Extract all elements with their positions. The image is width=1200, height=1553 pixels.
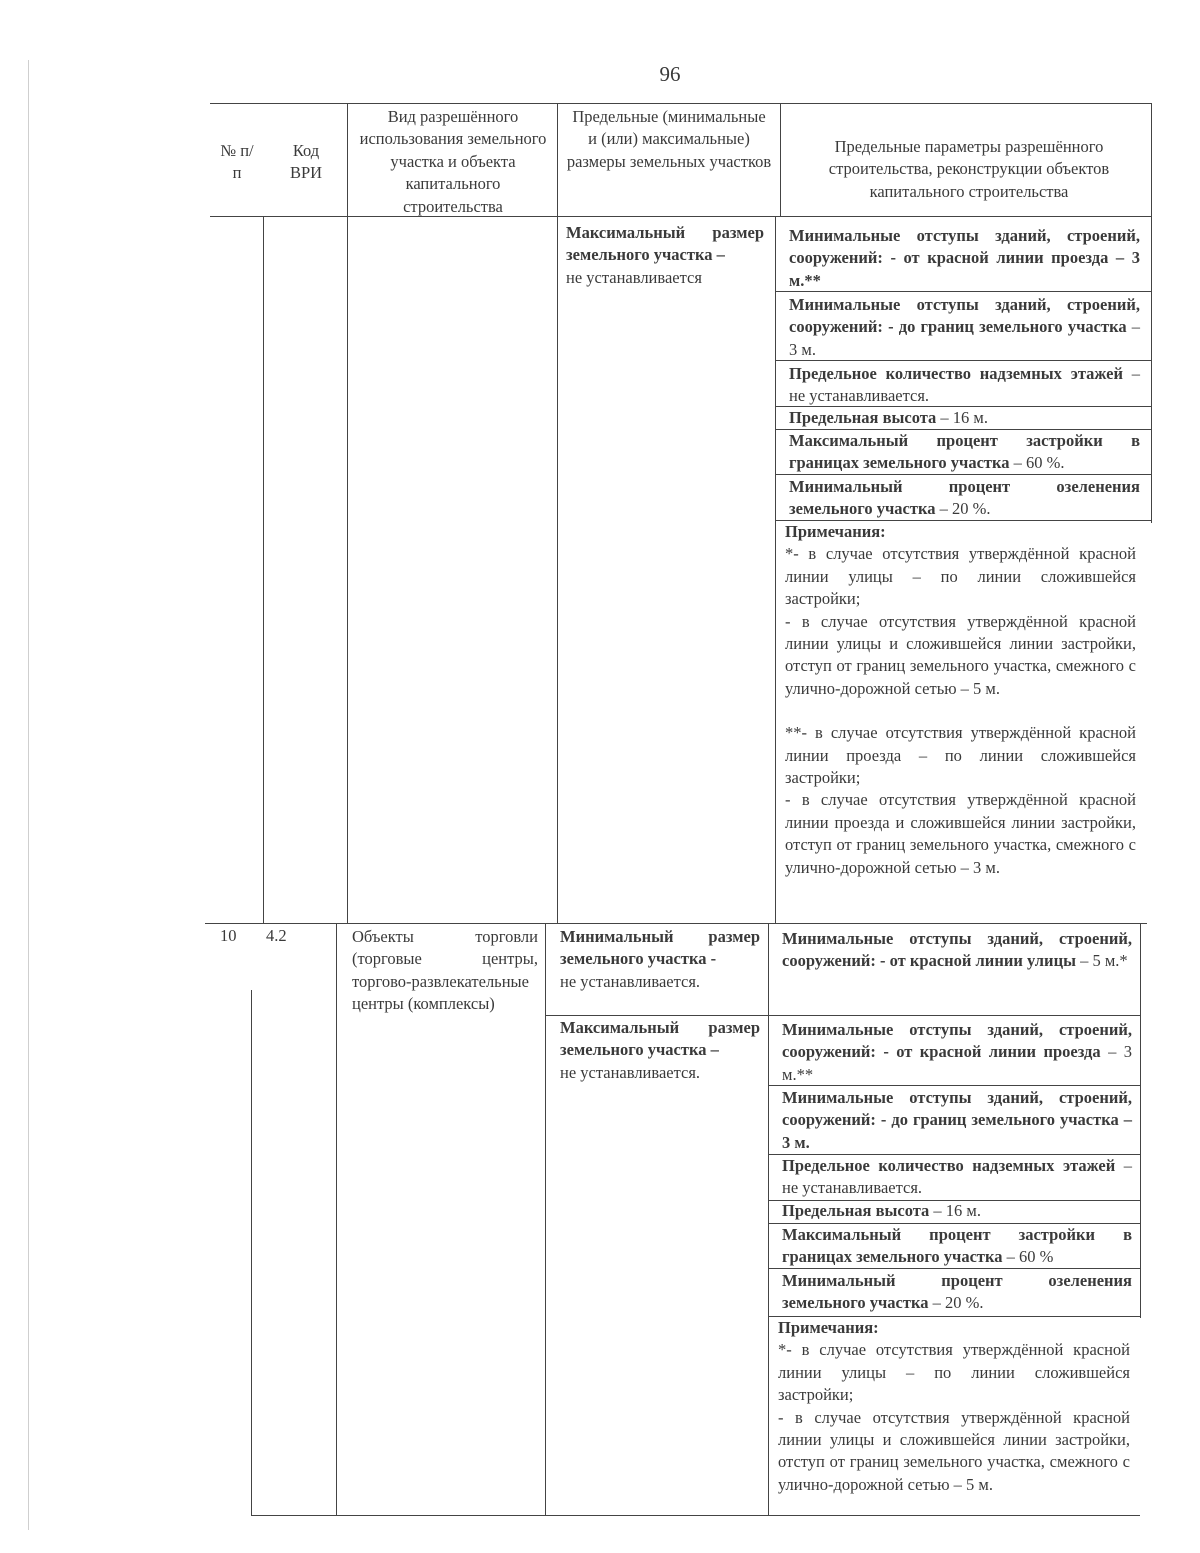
- param-bold: Предельная высота: [782, 1201, 930, 1220]
- param-bold: Минимальные отступы зданий, строений, сооружений: - от красной линии проезда: [782, 1020, 1132, 1062]
- param-bold: Минимальные отступы зданий, строений, сооружений: - от красной линии проезда – 3 м.**: [789, 226, 1140, 290]
- note: **- в случае отсутствия утверждённой красной линии проезда – по линии сложившейся застройки;: [785, 723, 1136, 788]
- block1-param-1: [789, 225, 1140, 292]
- block1-param-4: [789, 407, 1140, 429]
- table-bottom-border: [252, 1515, 1140, 1516]
- col-line-4b: [775, 216, 776, 924]
- param-text: – 60 %: [1002, 1247, 1054, 1267]
- notes-title: Примечания:: [785, 522, 886, 541]
- col-line-5: [1151, 103, 1152, 523]
- size-max-title: Максимальный размер земельного участка –: [560, 1018, 760, 1060]
- scan-margin-mark: [28, 60, 29, 1530]
- size-min-title: Минимальный размер земельного участка -: [560, 927, 760, 969]
- param-bold: Минимальные отступы зданий, строений, сооружений: - до границ земельного участка – 3 м.: [782, 1088, 1132, 1152]
- col-line-1b: [251, 990, 252, 1516]
- block2-param-5: [782, 1200, 1132, 1222]
- row-use-type: Объекты торговли (торговые центры, торгово-развлекательные центры (комплексы): [352, 927, 538, 1014]
- param-bold: Предельное количество надземных этажей: [789, 364, 1123, 383]
- note: *- в случае отсутствия утверждённой красной линии улицы – по линии сложившейся застройки;: [778, 1340, 1130, 1405]
- block2-param-6: [782, 1224, 1132, 1269]
- param-bold: Минимальные отступы зданий, строений, сооружений: - до границ земельного участка: [789, 295, 1140, 337]
- block2-size-min: [560, 926, 760, 993]
- block2-notes: [778, 1317, 1130, 1496]
- block2-param-3: [782, 1087, 1132, 1154]
- page-number: 96: [659, 62, 681, 86]
- header-plot-size: Предельные (минимальные и (или) максимальные) размеры земельных участков: [566, 107, 772, 171]
- block1-notes: [785, 521, 1136, 879]
- param-bold: Максимальный процент застройки в границах земельного участка: [782, 1225, 1132, 1267]
- header-code: Код ВРИ: [289, 141, 323, 183]
- param-divider: [768, 1015, 1140, 1016]
- block1-param-6: [789, 476, 1140, 521]
- note: - в случае отсутствия утверждённой красной линии улицы и сложившейся линии застройки, отступ от границ земельного участка, смежного с улично-дорожной сетью – 5 м.: [785, 611, 1136, 698]
- param-text: – 3 м.: [789, 317, 1141, 359]
- param-text: – не устанавливается.: [782, 1156, 1132, 1198]
- param-text: – 20 %.: [928, 1293, 984, 1313]
- table-top-border: [210, 103, 1152, 104]
- size-max-value: не устанавливается: [566, 267, 702, 287]
- col-line-3: [557, 103, 558, 924]
- block2-size-max: [560, 1017, 760, 1084]
- header-num: № п/п: [220, 141, 254, 183]
- col-line-2: [347, 103, 348, 924]
- size-max-title: Максимальный размер земельного участка –: [566, 223, 764, 265]
- param-text: – 60 %.: [1009, 453, 1065, 473]
- note: *- в случае отсутствия утверждённой красной линии улицы – по линии сложившейся застройки;: [785, 544, 1136, 609]
- size-min-value: не устанавливается.: [560, 971, 701, 991]
- block2-param-7: [782, 1270, 1132, 1315]
- col-line-4: [780, 103, 781, 216]
- col-line-2b: [336, 923, 337, 1516]
- block2-param-2: [782, 1019, 1132, 1086]
- notes-title: Примечания:: [778, 1318, 879, 1337]
- col-line-4c: [768, 923, 769, 1516]
- note: - в случае отсутствия утверждённой красной линии проезда и сложившейся линии застройки, отступ от границ земельного участка, смежного с улично-дорожной сетью – 3 м.: [785, 790, 1136, 877]
- size-max-value: не устанавливается.: [560, 1062, 701, 1082]
- col-line-1: [263, 216, 264, 924]
- block1-param-5: [789, 430, 1140, 475]
- block1-size-max: [566, 222, 764, 289]
- param-bold: Предельная высота: [789, 408, 937, 427]
- param-bold: Предельное количество надземных этажей: [782, 1156, 1116, 1175]
- param-text: – 16 м.: [929, 1201, 981, 1220]
- param-text: – 20 %.: [935, 499, 991, 519]
- size-divider: [545, 1015, 768, 1016]
- block1-param-3: [789, 363, 1140, 408]
- param-bold: Минимальный процент озеленения земельного участка: [782, 1271, 1132, 1313]
- block1-param-2: [789, 294, 1140, 361]
- param-text: – 3 м.**: [782, 1042, 1133, 1084]
- row-number: 10: [220, 926, 237, 945]
- block2-param-4: [782, 1155, 1132, 1200]
- note: - в случае отсутствия утверждённой красной линии улицы и сложившейся линии застройки, отступ от границ земельного участка, смежного с улично-дорожной сетью – 5 м.: [778, 1407, 1130, 1494]
- param-bold: Минимальный процент озеленения земельного участка: [789, 477, 1140, 519]
- param-text: – 16 м.: [936, 408, 988, 427]
- param-text: – 5 м.*: [1075, 951, 1128, 971]
- header-use-type: Вид разрешённого использования земельного участка и объекта капитального строительства: [359, 107, 547, 216]
- col-line-3b: [545, 923, 546, 1516]
- block2-param-1: [782, 928, 1132, 973]
- param-bold: Минимальные отступы зданий, строений, сооружений: - от красной линии улицы: [782, 929, 1132, 971]
- header-bottom-border: [210, 216, 1152, 217]
- param-bold: Максимальный процент застройки в границах земельного участка: [789, 431, 1140, 473]
- col-line-5b: [1140, 923, 1141, 1318]
- note-gap: [785, 700, 1136, 722]
- row-code: 4.2: [266, 926, 287, 945]
- header-params: Предельные параметры разрешённого строительства, реконструкции объектов капитального строительства: [828, 137, 1110, 201]
- param-text: – не устанавливается.: [789, 364, 1140, 406]
